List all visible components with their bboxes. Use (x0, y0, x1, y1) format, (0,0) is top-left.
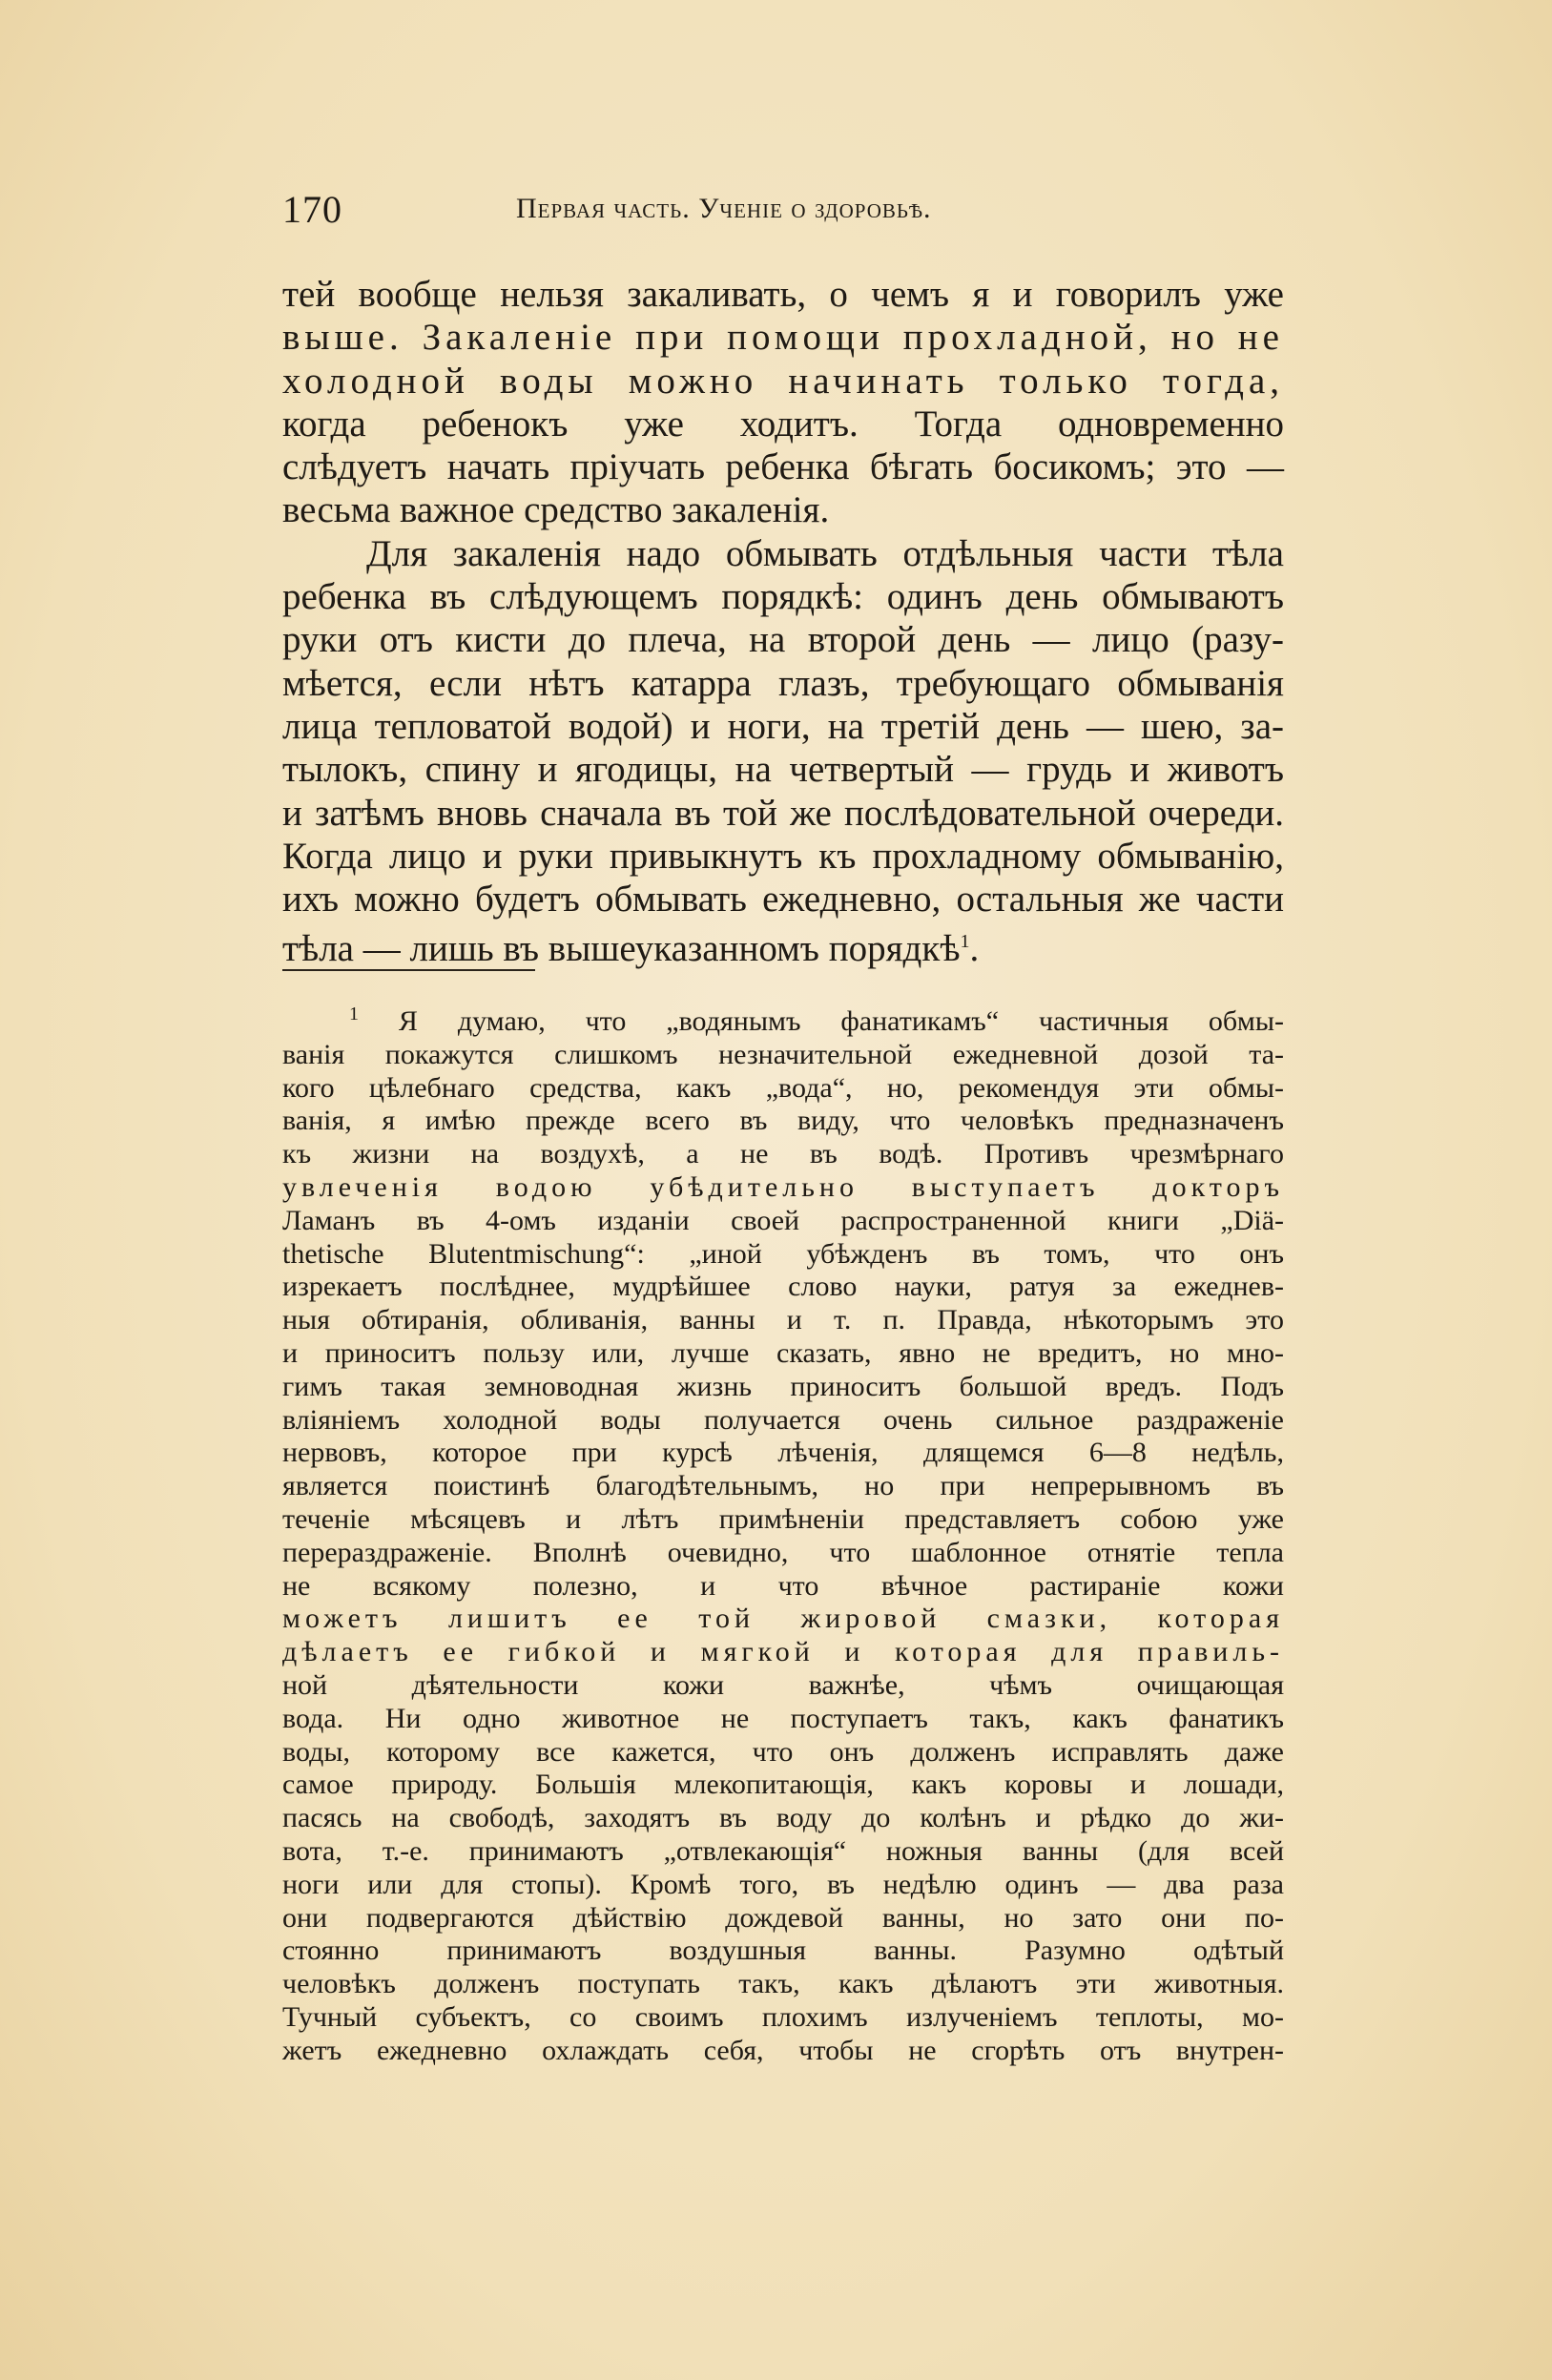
page-header (282, 187, 1284, 244)
text-line: тылокъ, спину и ягодицы, на четвертый — грудь и животъ (282, 749, 1284, 791)
footnote-reference[interactable]: 1 (960, 931, 970, 953)
footnote-line: увлеченія водою убѣдительно выступаетъ докторъ (282, 1170, 1284, 1203)
footnote-line: къ жизни на воздухѣ, а не въ водѣ. Противъ чрезмѣрнаго (282, 1138, 1284, 1170)
footnote-line: дѣлаетъ ее гибкой и мягкой и которая для правиль- (282, 1636, 1284, 1668)
footnote-line: ванія, я имѣю прежде всего въ виду, что человѣкъ предназначенъ (282, 1105, 1284, 1137)
footnote-line: Тучный субъектъ, со своимъ плохимъ излученіемъ теплоты, мо- (282, 2000, 1284, 2033)
footnote-line: теченіе мѣсяцевъ и лѣтъ примѣненіи представляетъ собою уже (282, 1502, 1284, 1535)
text-line: и затѣмъ вновь сначала въ той же послѣдовательной очереди. (282, 792, 1284, 834)
footnote-line: воды, которому все кажется, что онъ долженъ исправлять даже (282, 1735, 1284, 1768)
main-text (282, 273, 1284, 971)
footnote-line: стоянно принимаютъ воздушныя ванны. Разумно одѣтый (282, 1935, 1284, 1967)
footnote-line: можетъ лишитъ ее той жировой смазки, которая (282, 1603, 1284, 1635)
footnote-line: Ламанъ въ 4-омъ изданіи своей распространенной книги „Diä- (282, 1204, 1284, 1236)
footnote-line: ной дѣятельности кожи важнѣе, чѣмъ очищающая (282, 1668, 1284, 1701)
footnote-marker: 1 (349, 1004, 359, 1024)
running-head: Первая часть. Ученіе о здоровьѣ. (516, 193, 932, 224)
text-line: руки отъ кисти до плеча, на второй день — лицо (разу- (282, 619, 1284, 661)
text-line: слѣдуетъ начать пріучать ребенка бѣгать босикомъ; это — (282, 446, 1284, 488)
text-line: когда ребенокъ уже ходитъ. Тогда одновременно (282, 403, 1284, 445)
footnote-line: не всякому полезно, и что вѣчное растираніе кожи (282, 1569, 1284, 1602)
footnote-divider (282, 969, 535, 971)
footnote-line: самое природу. Большія млекопитающія, какъ коровы и лошади, (282, 1769, 1284, 1801)
footnote-line: пасясь на свободѣ, заходятъ въ воду до колѣнъ и рѣдко до жи- (282, 1802, 1284, 1834)
footnote-line: вота, т.-е. принимаютъ „отвлекающія“ ножныя ванны (для всей (282, 1834, 1284, 1867)
footnote-line: гимъ такая земноводная жизнь приноситъ большой вредъ. Подъ (282, 1370, 1284, 1402)
footnote-line: кого цѣлебнаго средства, какъ „вода“, но, рекомендуя эти обмы- (282, 1071, 1284, 1104)
text-line: ребенка въ слѣдующемъ порядкѣ: одинъ день обмываютъ (282, 576, 1284, 618)
footnote-line: жетъ ежедневно охлаждать себя, чтобы не сгорѣть отъ внутрен- (282, 2034, 1284, 2066)
text-line: ихъ можно будетъ обмывать ежедневно, остальныя же части (282, 879, 1284, 921)
text-line: мѣется, если нѣтъ катарра глазъ, требующаго обмыванія (282, 662, 1284, 704)
footnote-line: они подвергаются дѣйствію дождевой ванны, но зато они по- (282, 1901, 1284, 1934)
text-line-final (282, 921, 1284, 970)
text-line: выше. Закаленіе при помощи прохладной, но не (282, 317, 1284, 359)
text-line: холодной воды можно начинать только тогда, (282, 360, 1284, 402)
footnote-line: ванія покажутся слишкомъ незначительной ежедневной дозой та- (282, 1038, 1284, 1070)
text-line: тѣла — лишь въ вышеуказанномъ порядкѣ (282, 928, 961, 970)
footnote-line: ныя обтиранія, обливанія, ванны и т. п. Правда, нѣкоторымъ это (282, 1304, 1284, 1336)
footnote-line: Я думаю, что „водянымъ фанатикамъ“ частичныя обмы- (398, 1005, 1285, 1037)
text-line: лица тепловатой водой) и ноги, на третій день — шею, за- (282, 705, 1284, 747)
text-line: Когда лицо и руки привыкнутъ къ прохладному обмыванію, (282, 835, 1284, 877)
page-number: 170 (282, 188, 342, 231)
footnote-line: и приноситъ пользу или, лучше сказать, явно не вредитъ, но мно- (282, 1336, 1284, 1369)
footnote-line: нервовъ, которое при курсѣ лѣченія, длящемся 6—8 недѣль, (282, 1437, 1284, 1469)
text-line: Для закаленія надо обмывать отдѣльныя части тѣла (366, 532, 1284, 574)
text-line: весьма важное средство закаленія. (282, 489, 830, 531)
footnote-line: вода. Ни одно животное не поступаетъ такъ, какъ фанатикъ (282, 1702, 1284, 1734)
footnote-line: перераздраженіе. Вполнѣ очевидно, что шаблонное отнятіе тепла (282, 1536, 1284, 1568)
footnote-line-first (282, 998, 1284, 1039)
footnote-line: является поистинѣ благодѣтельнымъ, но при непрерывномъ въ (282, 1470, 1284, 1502)
footnote (282, 998, 1284, 2068)
footnote-line: thetische Blutentmischung“: „иной убѣжденъ въ томъ, что онъ (282, 1237, 1284, 1270)
footnote-line: человѣкъ долженъ поступать такъ, какъ дѣлаютъ эти животныя. (282, 1968, 1284, 2000)
footnote-line: ноги или для стопы). Кромѣ того, въ недѣлю одинъ — два раза (282, 1868, 1284, 1900)
end-punctuation: . (969, 928, 980, 970)
footnote-line: вліяніемъ холодной воды получается очень сильное раздраженіе (282, 1403, 1284, 1436)
footnote-line: изрекаетъ послѣднее, мудрѣйшее слово науки, ратуя за ежеднев- (282, 1271, 1284, 1303)
text-line: тей вообще нельзя закаливать, о чемъ я и говорилъ уже (282, 274, 1284, 315)
